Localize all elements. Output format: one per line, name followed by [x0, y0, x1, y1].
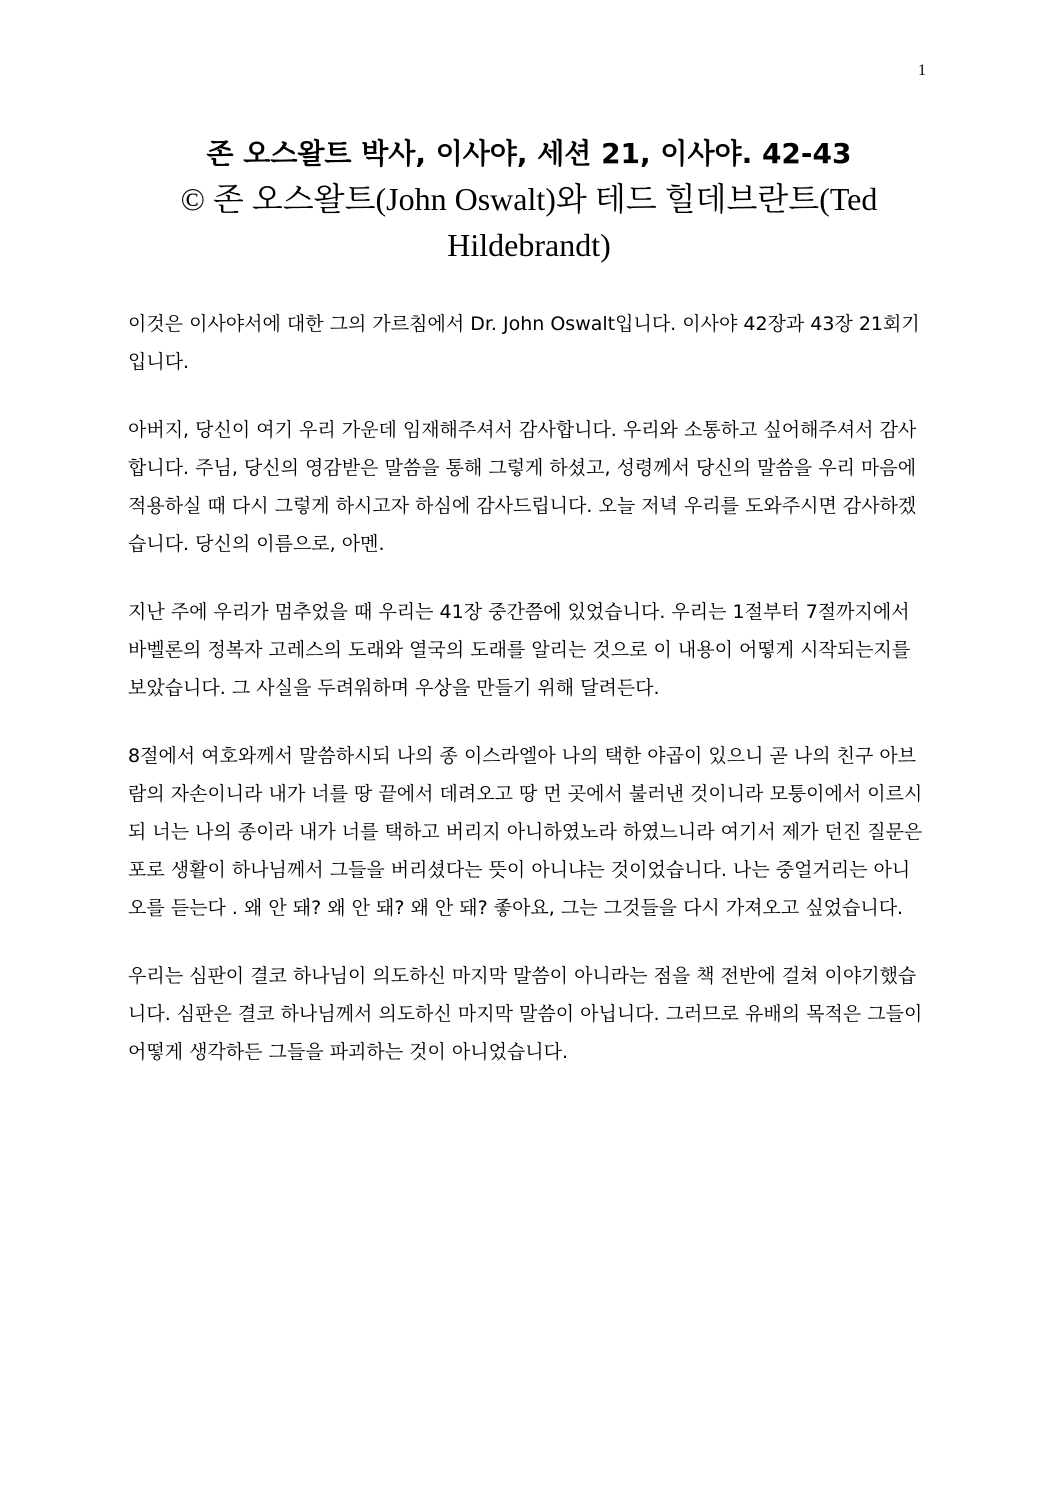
paragraph-intro: 이것은 이사야서에 대한 그의 가르침에서 Dr. John Oswalt입니다. 이사야 42장과 43장 21회기입니다. — [128, 313, 920, 373]
paragraph-prayer: 아버지, 당신이 여기 우리 가운데 임재해주셔서 감사합니다. 우리와 소통하고 싶어해주셔서 감사합니다. 주님, 당신의 영감받은 말씀을 통해 그렇게 하셨고, 성령께서 당신의 말씀을 우리 마음에 적용하실 때 다시 그렇게 하시고자 하심에 감사드립니다. 오늘 저녁 우리를 도와주시면 감사하겠습니다. 당신의 이름으로, 아멘. — [128, 419, 917, 555]
paragraph-verse-8: 8절에서 여호와께서 말씀하시되 나의 종 이스라엘아 나의 택한 야곱이 있으니 곧 나의 친구 아브람의 자손이니라 내가 너를 땅 끝에서 데려오고 땅 먼 곳에서 불러낸 것이니라 모퉁이에서 이르시되 너는 나의 종이라 내가 너를 택하고 버리지 아니하였노라 하였느니라 여기서 제가 던진 질문은 포로 생활이 하나님께서 그들을 버리셨다는 뜻이 아니냐는 것이었습니다. 나는 중얼거리는 아니오를 듣는다 . 왜 안 돼? 왜 안 돼? 왜 안 돼? 좋아요, 그는 그것들을 다시 가져오고 싶었습니다. — [128, 745, 923, 919]
title-block — [100, 132, 958, 268]
paragraph-judgment: 우리는 심판이 결코 하나님이 의도하신 마지막 말씀이 아니라는 점을 책 전반에 걸쳐 이야기했습니다. 심판은 결코 하나님께서 의도하신 마지막 말씀이 아닙니다. 그러므로 유배의 목적은 그들이 어떻게 생각하든 그들을 파괴하는 것이 아니었습니다. — [128, 965, 923, 1063]
document-body — [128, 305, 928, 1101]
paragraph-recap: 지난 주에 우리가 멈추었을 때 우리는 41장 중간쯤에 있었습니다. 우리는 1절부터 7절까지에서 바벨론의 정복자 고레스의 도래와 열국의 도래를 알리는 것으로 이 내용이 어떻게 시작되는지를 보았습니다. 그 사실을 두려워하며 우상을 만들기 위해 달려든다. — [128, 601, 911, 699]
copyright-line: © 존 오스왈트(John Oswalt)와 테드 힐데브란트(Ted Hildebrandt) — [180, 181, 878, 263]
page-number: 1 — [918, 62, 926, 79]
document-title: 존 오스왈트 박사, 이사야, 세션 21, 이사야. 42-43 — [206, 137, 852, 170]
